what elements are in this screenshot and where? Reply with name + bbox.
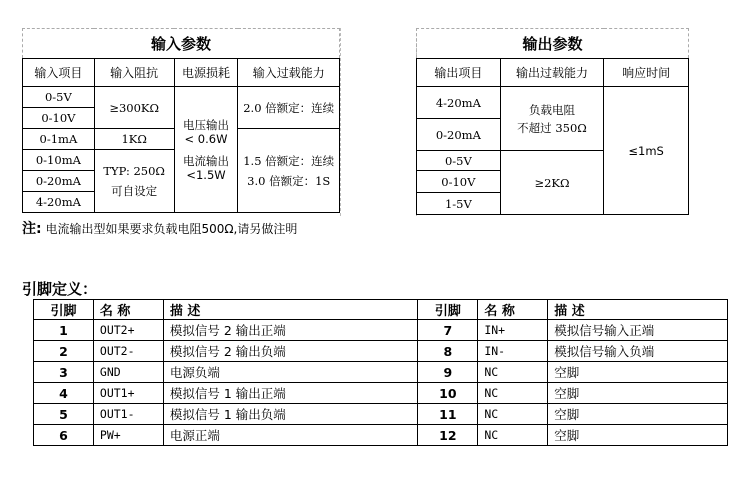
input-item: 4-20mA: [23, 192, 95, 213]
table-row: [34, 383, 728, 404]
pin-name: IN-: [478, 341, 548, 362]
input-impedance-3-line2: 可自设定: [111, 184, 158, 198]
output-header-item: 输出项目: [417, 59, 501, 87]
pin-number: 4: [34, 383, 94, 404]
pin-description: 空脚: [548, 425, 728, 446]
pin-number: 11: [418, 404, 478, 425]
input-power-line2: < 0.6W: [184, 131, 228, 146]
input-overload-2-line2: 3.0 倍额定：1S: [247, 173, 331, 188]
pin-description: 电源正端: [163, 425, 418, 446]
pin-number: 10: [418, 383, 478, 404]
output-item: 1-5V: [417, 193, 501, 215]
pin-name: NC: [478, 425, 548, 446]
input-item: 0-1mA: [23, 129, 95, 150]
input-header-overload: 输入过载能力: [238, 59, 340, 87]
note: [22, 218, 297, 238]
pin-name: NC: [478, 383, 548, 404]
pin-description: 空脚: [548, 362, 728, 383]
output-overload-2: ≥2KΩ: [500, 151, 604, 215]
pin-name: OUT1-: [93, 404, 163, 425]
pin-header-desc-a: 描 述: [163, 300, 418, 320]
pin-number: 5: [34, 404, 94, 425]
pin-name: IN+: [478, 320, 548, 341]
note-label: 注:: [22, 221, 42, 237]
pin-definition-table: [33, 299, 728, 446]
input-impedance-2: 1KΩ: [94, 129, 174, 150]
input-power-line4: <1.5W: [186, 167, 226, 182]
pin-description: 模拟信号 2 输出正端: [163, 320, 418, 341]
pin-description: 模拟信号 1 输出负端: [163, 404, 418, 425]
input-impedance-3-line1: TYP: 250Ω: [103, 164, 165, 178]
input-item: 0-5V: [23, 87, 95, 108]
pin-description: 空脚: [548, 404, 728, 425]
pin-name: GND: [93, 362, 163, 383]
pin-header-name-a: 名 称: [93, 300, 163, 320]
pin-number: 1: [34, 320, 94, 341]
pin-header-pin-b: 引脚: [418, 300, 478, 320]
pin-description: 模拟信号输入负端: [548, 341, 728, 362]
table-row: [34, 425, 728, 446]
pin-number: 6: [34, 425, 94, 446]
output-overload-1-cell: [500, 87, 604, 151]
pin-number: 9: [418, 362, 478, 383]
pin-name: OUT1+: [93, 383, 163, 404]
output-response: ≤1mS: [604, 87, 689, 215]
pin-name: OUT2+: [93, 320, 163, 341]
pin-number: 3: [34, 362, 94, 383]
input-table-title: 输入参数: [23, 29, 340, 59]
pin-name: OUT2-: [93, 341, 163, 362]
pin-description: 空脚: [548, 383, 728, 404]
input-power-line3: 电流输出: [183, 153, 229, 168]
pin-header-desc-b: 描 述: [548, 300, 728, 320]
table-row: [34, 341, 728, 362]
pin-description: 模拟信号输入正端: [548, 320, 728, 341]
pin-header-name-b: 名 称: [478, 300, 548, 320]
pin-number: 12: [418, 425, 478, 446]
input-header-power: 电源损耗: [174, 59, 238, 87]
pin-number: 8: [418, 341, 478, 362]
output-overload-1-line1: 负载电阻: [528, 102, 575, 117]
input-item: 0-10V: [23, 108, 95, 129]
pin-name: NC: [478, 362, 548, 383]
pin-description: 模拟信号 2 输出负端: [163, 341, 418, 362]
input-header-item: 输入项目: [23, 59, 95, 87]
input-overload-1: 2.0 倍额定：连续: [238, 87, 340, 129]
input-power-cell: [174, 87, 238, 213]
table-row: [34, 404, 728, 425]
input-overload-2-line1: 1.5 倍额定：连续: [243, 153, 335, 168]
pin-number: 2: [34, 341, 94, 362]
output-item: 0-10V: [417, 171, 501, 193]
pin-header-pin-a: 引脚: [34, 300, 94, 320]
output-params-table: [416, 28, 689, 215]
input-impedance-3-cell: [94, 150, 174, 213]
input-params-table: [22, 28, 340, 213]
output-header-overload: 输出过载能力: [500, 59, 604, 87]
pin-section-title: 引脚定义：: [22, 280, 98, 298]
output-header-response: 响应时间: [604, 59, 689, 87]
input-item: 0-20mA: [23, 171, 95, 192]
output-item: 0-20mA: [417, 119, 501, 151]
input-header-impedance: 输入阻抗: [94, 59, 174, 87]
input-item: 0-10mA: [23, 150, 95, 171]
input-impedance-1: ≥300KΩ: [94, 87, 174, 129]
pin-name: PW+: [93, 425, 163, 446]
pin-description: 模拟信号 1 输出正端: [163, 383, 418, 404]
output-overload-1-line2: 不超过 350Ω: [517, 120, 587, 135]
output-item: 4-20mA: [417, 87, 501, 119]
input-power-line1: 电压输出: [183, 117, 229, 132]
pin-description: 电源负端: [163, 362, 418, 383]
table-row: [34, 362, 728, 383]
output-table-title: 输出参数: [417, 29, 689, 59]
note-text: 电流输出型如果要求负载电阻500Ω,请另做注明: [45, 222, 298, 236]
table-row: [34, 320, 728, 341]
output-item: 0-5V: [417, 151, 501, 171]
pin-number: 7: [418, 320, 478, 341]
pin-name: NC: [478, 404, 548, 425]
input-overload-2-cell: [238, 129, 340, 213]
dashed-guide-left: [340, 28, 341, 216]
